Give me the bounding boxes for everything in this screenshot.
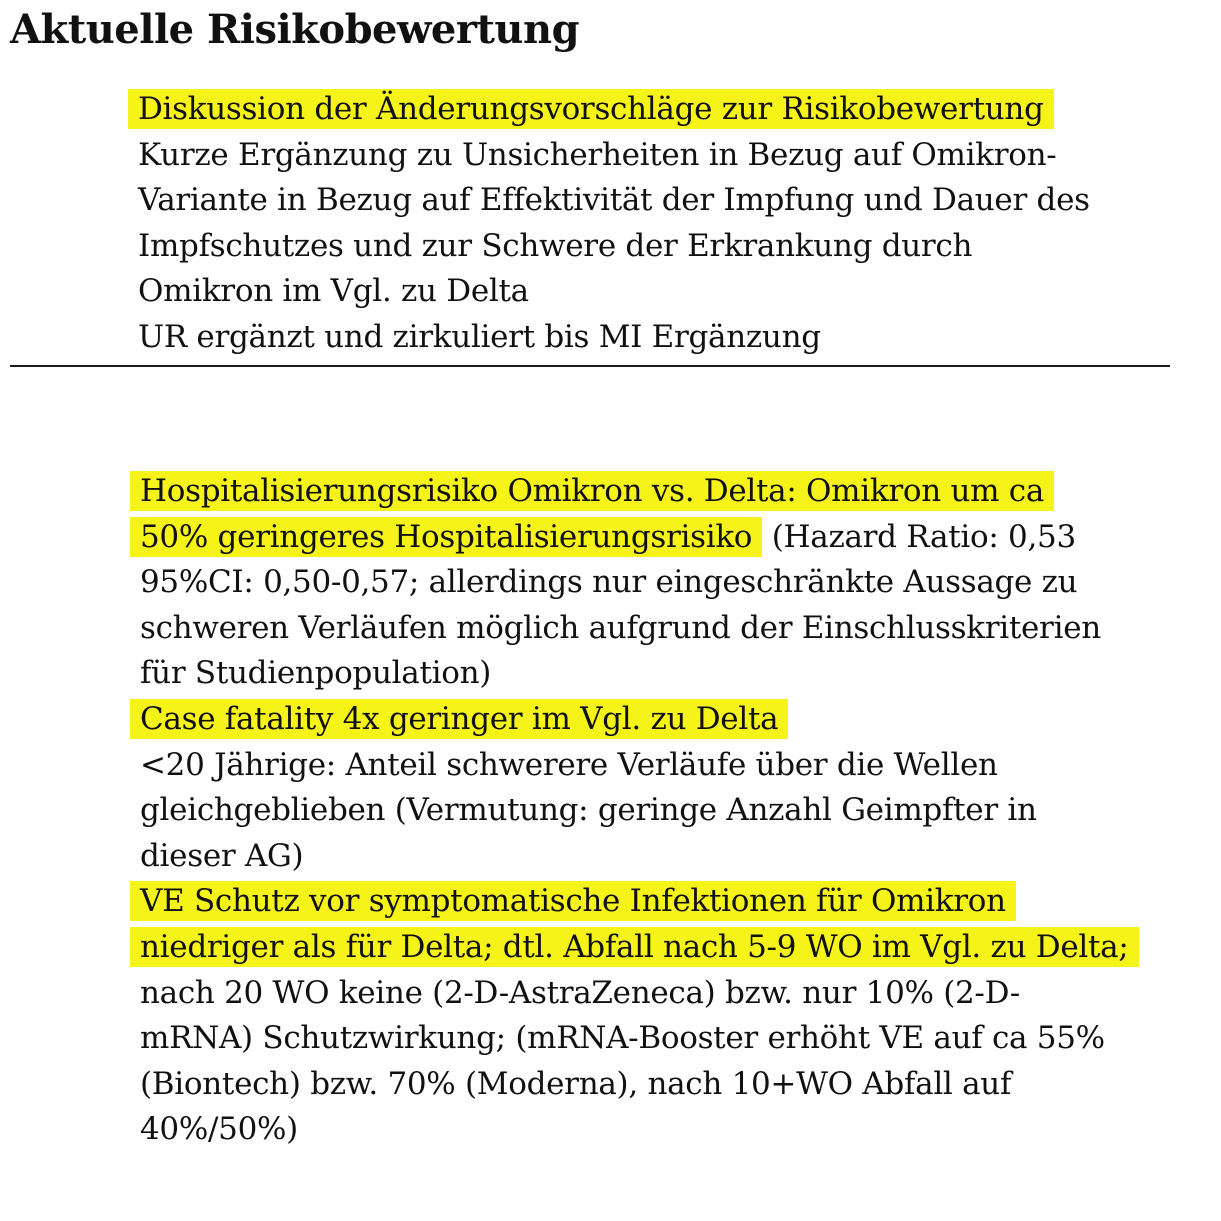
text-line: Omikron im Vgl. zu Delta (138, 273, 529, 310)
text-line: 95%CI: 0,50-0,57; allerdings nur eingeschränkte Aussage zu (140, 564, 1078, 601)
text-line (138, 87, 1198, 133)
text-line (140, 469, 1200, 515)
highlighted-text: Hospitalisierungsrisiko Omikron vs. Delta: Omikron um ca (130, 471, 1054, 511)
text-line: Impfschutzes und zur Schwere der Erkrankung durch (138, 227, 973, 264)
text-line (140, 879, 1200, 925)
highlighted-text: Case fatality 4x geringer im Vgl. zu Delta (130, 699, 788, 739)
highlighted-text: niedriger als für Delta; dtl. Abfall nach 5-9 WO im Vgl. zu Delta; (130, 927, 1139, 967)
text-line: (Biontech) bzw. 70% (Moderna), nach 10+WO Abfall auf (140, 1065, 1012, 1102)
text-line: mRNA) Schutzwirkung; (mRNA-Booster erhöht VE auf ca 55% (140, 1020, 1105, 1057)
page-title: Aktuelle Risikobewertung (10, 6, 580, 53)
text-line: 40%/50%) (140, 1111, 298, 1148)
highlighted-text: Diskussion der Änderungsvorschläge zur Risikobewertung (128, 89, 1054, 129)
text-line: Kurze Ergänzung zu Unsicherheiten in Bezug auf Omikron- (138, 136, 1057, 173)
text-line: dieser AG) (140, 837, 304, 874)
text-line: nach 20 WO keine (2-D-AstraZeneca) bzw. nur 10% (2-D- (140, 974, 1020, 1011)
text-line: Variante in Bezug auf Effektivität der Impfung und Dauer des (138, 182, 1090, 219)
text-line (140, 697, 1200, 743)
text-line (140, 925, 1200, 971)
section-omicron-findings (140, 469, 1200, 1153)
text-line: gleichgeblieben (Vermutung: geringe Anzahl Geimpfter in (140, 792, 1037, 829)
text-line (140, 515, 1200, 561)
section-risk-assessment-discussion (138, 87, 1198, 361)
text-line: für Studienpopulation) (140, 655, 492, 692)
plain-text: (Hazard Ratio: 0,53 (762, 518, 1076, 555)
highlighted-text: 50% geringeres Hospitalisierungsrisiko (130, 517, 762, 557)
section-divider (10, 365, 1170, 367)
text-line: <20 Jährige: Anteil schwerere Verläufe über die Wellen (140, 746, 998, 783)
text-line: UR ergänzt und zirkuliert bis MI Ergänzung (138, 318, 821, 355)
highlighted-text: VE Schutz vor symptomatische Infektionen für Omikron (130, 881, 1016, 921)
text-line: schweren Verläufen möglich aufgrund der Einschlusskriterien (140, 609, 1101, 646)
